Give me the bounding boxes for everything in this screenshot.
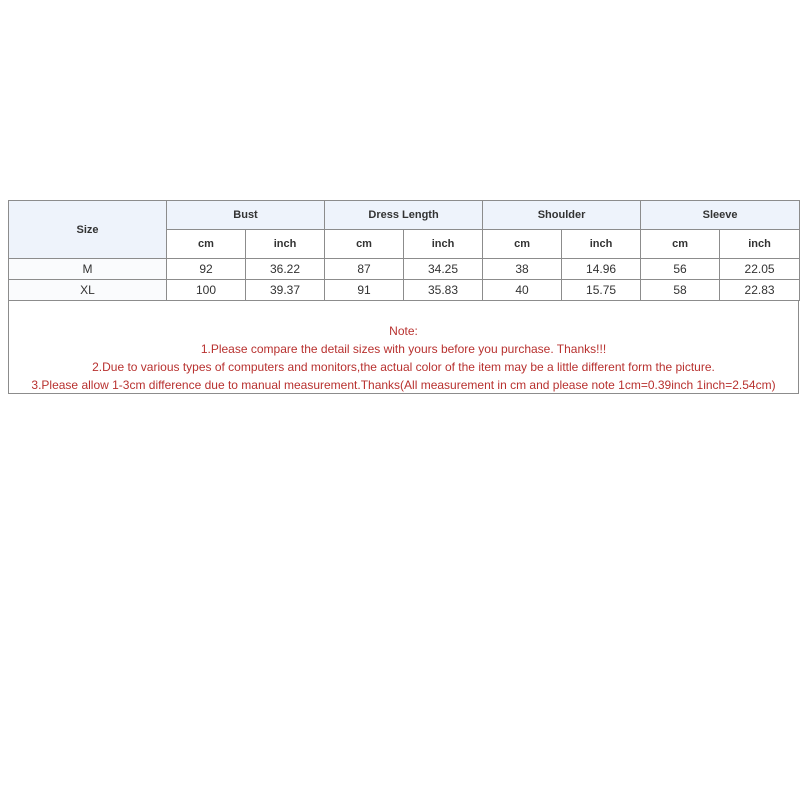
group-header-dress-length: Dress Length	[325, 201, 483, 230]
note-title: Note:	[389, 324, 418, 338]
table-row	[9, 259, 800, 280]
table-cell: 38	[483, 259, 562, 280]
notes-box	[8, 301, 799, 394]
table-cell: 22.05	[720, 259, 800, 280]
table-cell: 36.22	[246, 259, 325, 280]
size-cell: XL	[9, 280, 167, 301]
group-header-bust: Bust	[167, 201, 325, 230]
table-cell: 58	[641, 280, 720, 301]
table-cell: 39.37	[246, 280, 325, 301]
unit-header-inch: inch	[404, 230, 483, 259]
unit-header-cm: cm	[325, 230, 404, 259]
size-cell: M	[9, 259, 167, 280]
table-cell: 100	[167, 280, 246, 301]
unit-header-inch: inch	[246, 230, 325, 259]
table-cell: 22.83	[720, 280, 800, 301]
note-line-2: 2.Due to various types of computers and monitors,the actual color of the item may be a little different form the picture.	[92, 360, 715, 374]
table-cell: 87	[325, 259, 404, 280]
table-cell: 92	[167, 259, 246, 280]
table-cell: 56	[641, 259, 720, 280]
table-cell: 91	[325, 280, 404, 301]
group-header-shoulder: Shoulder	[483, 201, 641, 230]
size-chart	[8, 200, 799, 394]
group-header-row	[9, 201, 800, 230]
unit-header-cm: cm	[483, 230, 562, 259]
note-line-3: 3.Please allow 1-3cm difference due to manual measurement.Thanks(All measurement in cm and please note 1cm=0.39inch 1inch=2.54cm)	[31, 378, 776, 392]
table-cell: 34.25	[404, 259, 483, 280]
note-line-1: 1.Please compare the detail sizes with yours before you purchase. Thanks!!!	[200, 342, 607, 356]
table-cell: 15.75	[562, 280, 641, 301]
unit-header-cm: cm	[641, 230, 720, 259]
size-table	[8, 200, 800, 301]
size-header: Size	[9, 201, 167, 259]
table-cell: 40	[483, 280, 562, 301]
group-header-sleeve: Sleeve	[641, 201, 800, 230]
unit-header-cm: cm	[167, 230, 246, 259]
unit-header-inch: inch	[720, 230, 800, 259]
table-cell: 14.96	[562, 259, 641, 280]
table-row	[9, 280, 800, 301]
unit-header-inch: inch	[562, 230, 641, 259]
table-cell: 35.83	[404, 280, 483, 301]
